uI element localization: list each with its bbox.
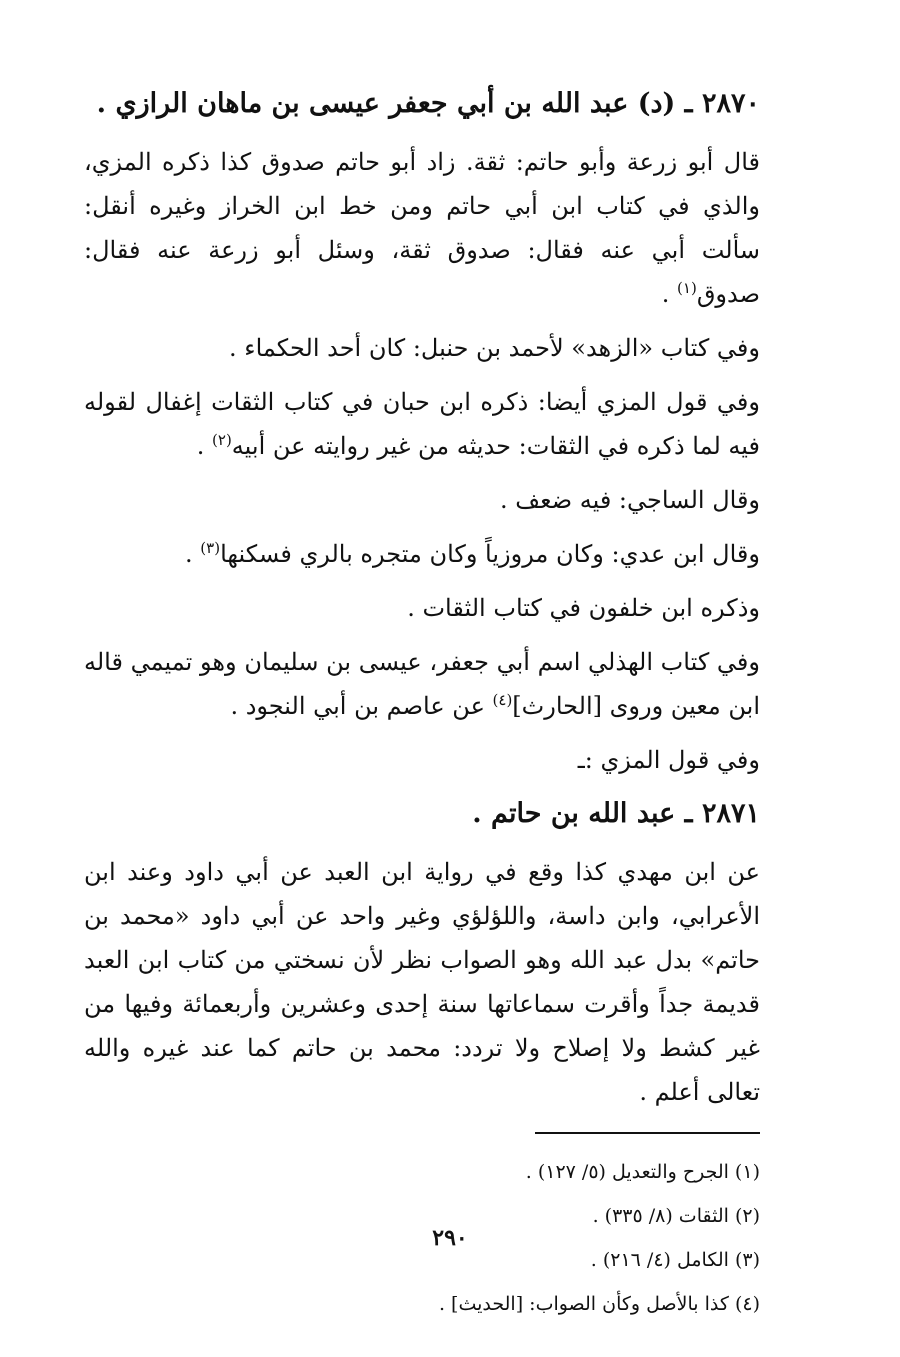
entry-2870-title: ٢٨٧٠ ـ (د) عبد الله بن أبي جعفر عيسى بن ماهان الرازي . xyxy=(96,88,760,119)
footnote-ref-3[interactable]: (٣) xyxy=(200,539,221,557)
entry-2870-paragraph-1 xyxy=(84,140,760,316)
footnote-4: (٤) كذا بالأصل وكأن الصواب: [الحديث] . xyxy=(438,1293,760,1315)
paragraph-end: . xyxy=(661,280,678,308)
entry-2871-title: ٢٨٧١ ـ عبد الله بن حاتم . xyxy=(472,798,760,829)
footnote-3: (٣) الكامل (٤/ ٢١٦) . xyxy=(590,1249,760,1271)
entry-2870-paragraph-7 xyxy=(84,640,760,728)
footnote-1: (١) الجرح والتعديل (٥/ ١٢٧) . xyxy=(525,1161,760,1183)
paragraph-text: وقال ابن عدي: وكان مروزياً وكان متجره بالري فسكنها xyxy=(220,540,760,568)
paragraph-end: عن عاصم بن أبي النجود . xyxy=(230,692,493,720)
entry-2871-paragraph-1 xyxy=(84,850,760,1114)
paragraph-text: وذكره ابن خلفون في كتاب الثقات . xyxy=(407,594,760,622)
paragraph-end: . xyxy=(196,432,213,460)
entry-2870-paragraph-8 xyxy=(84,738,760,782)
page-number: ٢٩٠ xyxy=(432,1225,468,1251)
paragraph-text: عن ابن مهدي كذا وقع في رواية ابن العبد عن أبي داود وعند ابن الأعرابي، وابن داسة، واللؤلؤي وغير واحد عن أبي داود «محمد بن حاتم» بدل عبد الله وهو الصواب نظر لأن نسختي من كتاب ابن العبد قديمة جداً وأقرت سماعاتها سنة إحدى وعشرين وأربعمائة وفيها من غير كشط ولا إصلاح ولا تردد: محمد بن حاتم كما عند غيره والله تعالى أعلم . xyxy=(84,858,761,1106)
entry-2870-paragraph-4 xyxy=(84,478,760,522)
entry-2870-paragraph-2 xyxy=(84,326,760,370)
paragraph-text: وفي كتاب الهذلي اسم أبي جعفر، عيسى بن سليمان وهو تميمي قاله ابن معين وروى [الحارث] xyxy=(84,648,760,720)
entry-2870 xyxy=(84,82,760,782)
paragraph-text: وفي قول المزي أيضا: ذكره ابن حبان في كتاب الثقات إغفال لقوله فيه لما ذكره في الثقات: حديثه من غير روايته عن أبيه xyxy=(84,388,760,460)
paragraph-text: وفي قول المزي :ـ xyxy=(577,746,760,774)
entry-2870-paragraph-6 xyxy=(84,586,760,630)
footnote-divider xyxy=(535,1132,760,1134)
footnote-2: (٢) الثقات (٨/ ٣٣٥) . xyxy=(592,1205,760,1227)
footnote-ref-2[interactable]: (٢) xyxy=(212,431,232,449)
paragraph-text: وقال الساجي: فيه ضعف . xyxy=(500,486,760,514)
paragraph-text: وفي كتاب «الزهد» لأحمد بن حنبل: كان أحد الحكماء . xyxy=(229,334,760,362)
paragraph-end: . xyxy=(185,540,201,568)
footnote-ref-4[interactable]: (٤) xyxy=(492,691,513,709)
paragraph-text: قال أبو زرعة وأبو حاتم: ثقة. زاد أبو حاتم صدوق كذا ذكره المزي، والذي في كتاب ابن أبي حاتم ومن خط ابن الخراز وغيره أنقل: سألت أبي عنه فقال: صدوق ثقة، وسئل أبو زرعة عنه فقال: صدوق xyxy=(84,148,760,308)
footnote-ref-1[interactable]: (١) xyxy=(677,279,697,297)
entry-2870-paragraph-5 xyxy=(84,532,760,576)
entry-2871 xyxy=(84,792,760,1114)
entry-2870-paragraph-3 xyxy=(84,380,760,468)
